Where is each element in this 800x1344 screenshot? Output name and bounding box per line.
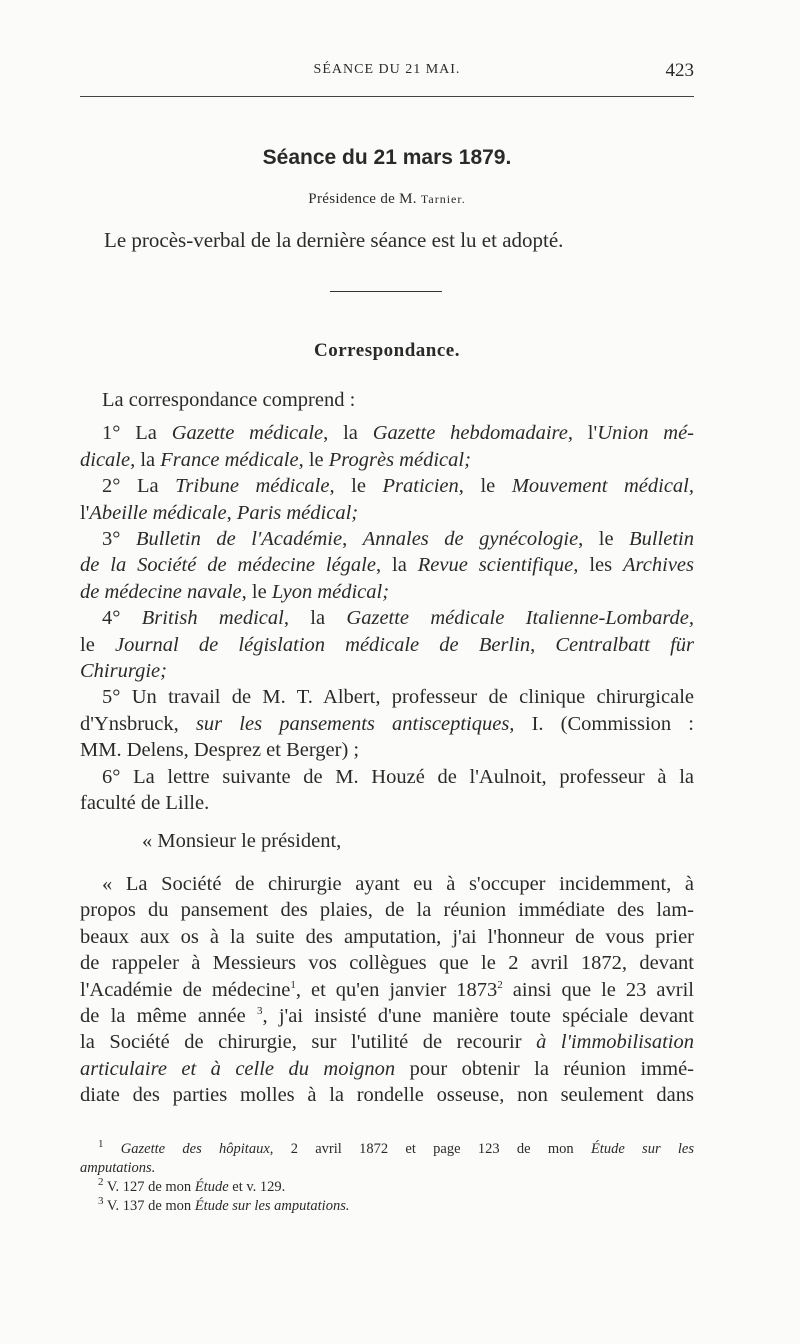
running-title: SÉANCE DU 21 MAI. bbox=[313, 62, 461, 77]
section-heading: Correspondance. bbox=[314, 340, 460, 361]
text-line: de rappeler à Messieurs vos collègues que le 2 avril 1872, devant bbox=[80, 952, 694, 975]
running-head bbox=[80, 60, 694, 84]
text-line: faculté de Lille. bbox=[80, 792, 210, 815]
text-line: Chirurgie; bbox=[80, 660, 167, 683]
text-line: le Journal de législation médicale de Berlin, Centralbatt für bbox=[80, 633, 694, 656]
text-line: de la Société de médecine légale, la Revue scientifique, les Archives bbox=[80, 554, 694, 577]
presidence-line bbox=[80, 191, 694, 208]
text-line: « La Société de chirurgie ayant eu à s'occuper incidemment, à bbox=[102, 873, 694, 895]
text-line: dicale, la France médicale, le Progrès médical; bbox=[80, 448, 471, 471]
text-line: 3° Bulletin de l'Académie, Annales de gynécologie, le Bulletin bbox=[102, 528, 694, 551]
session-title: Séance du 21 mars 1879. bbox=[262, 146, 512, 169]
text-line: 6° La lettre suivante de M. Houzé de l'Aulnoit, professeur à la bbox=[102, 765, 694, 788]
presidence-prefix: Présidence de M. bbox=[308, 191, 417, 207]
letter-salutation bbox=[80, 828, 694, 854]
text-line: l'Académie de médecine$^1$, et qu'en janvier 1873$^2$ ainsi que le 23 avril bbox=[80, 978, 694, 1001]
footnote-1-cont: amputations. bbox=[80, 1160, 156, 1176]
president-name: Tarnier. bbox=[420, 192, 466, 206]
separator-rule bbox=[330, 291, 442, 292]
text-line: l'Abeille médicale, Paris médical; bbox=[80, 501, 359, 524]
text-line: 5° Un travail de M. T. Albert, professeur de clinique chirurgicale bbox=[102, 686, 694, 709]
text-line: 1° La Gazette médicale, la Gazette hebdomadaire, l'Union mé- bbox=[102, 422, 694, 445]
text-line: de la même année $^3$, j'ai insisté d'une manière toute spéciale devant bbox=[80, 1005, 695, 1028]
footnote-3: $^3$ V. 137 de mon Étude sur les amputations. bbox=[98, 1195, 350, 1214]
text-line: 4° British medical, la Gazette médicale Italienne-Lombarde, bbox=[102, 607, 695, 630]
book-page bbox=[80, 0, 694, 1344]
minutes-adopted: Le procès-verbal de la dernière séance est lu et adopté. bbox=[104, 228, 564, 252]
correspondence-body bbox=[80, 387, 694, 817]
text-line: propos du pansement des plaies, de la réunion immédiate des lam- bbox=[80, 899, 694, 922]
footnotes bbox=[80, 1140, 694, 1216]
text-line: diate des parties molles à la rondelle osseuse, non seulement dans bbox=[80, 1084, 694, 1107]
text-line: la Société de chirurgie, sur l'utilité de recourir à l'immobilisation bbox=[80, 1031, 694, 1054]
text-line: de médecine navale, le Lyon médical; bbox=[80, 580, 390, 603]
header-rule bbox=[80, 96, 694, 97]
text-line: La correspondance comprend : bbox=[102, 389, 356, 411]
text-line: 2° La Tribune médicale, le Praticien, le Mouvement médical, bbox=[102, 475, 694, 498]
text-line: d'Ynsbruck, sur les pansements antisceptiques, I. (Commission : bbox=[80, 712, 694, 735]
page-number: 423 bbox=[665, 60, 694, 81]
text-line: articulaire et à celle du moignon pour obtenir la réunion immé- bbox=[80, 1057, 694, 1080]
text-line: beaux aux os à la suite des amputation, j'ai l'honneur de vous prier bbox=[80, 925, 694, 948]
footnote-2: $^2$ V. 127 de mon Étude et v. 129. bbox=[98, 1176, 286, 1195]
text-line: « Monsieur le président, bbox=[142, 830, 342, 852]
letter-body bbox=[80, 871, 694, 1109]
text-line: MM. Delens, Desprez et Berger) ; bbox=[80, 739, 360, 762]
footnote-1: $^1$ Gazette des hôpitaux, 2 avril 1872 et page 123 de mon Étude sur les bbox=[98, 1138, 694, 1157]
